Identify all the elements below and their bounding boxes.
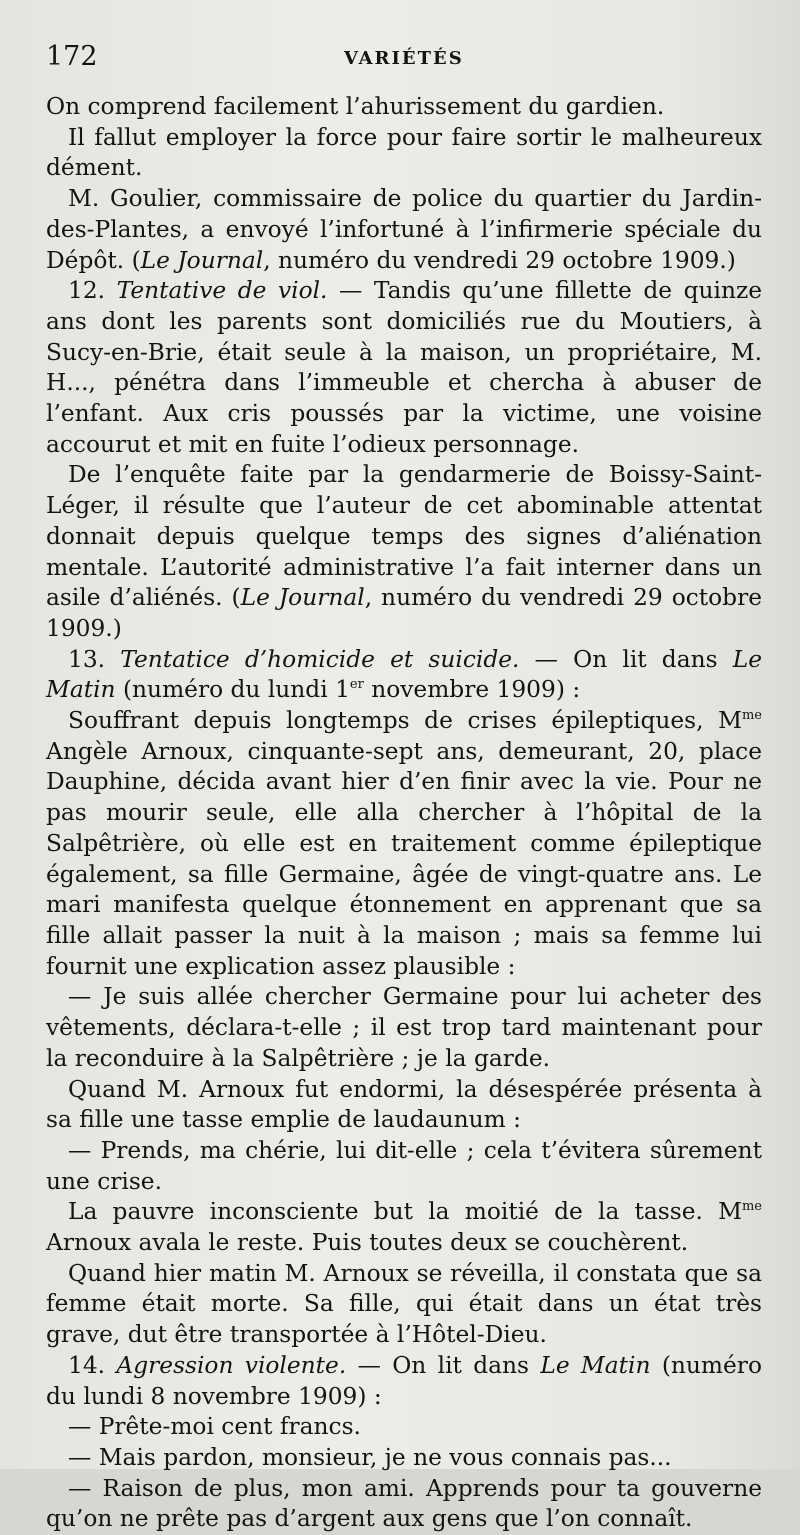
- paragraph-text: Souffrant depuis longtemps de crises épileptiques, M: [68, 707, 742, 735]
- paragraph: [46, 460, 762, 644]
- paragraph: [46, 184, 762, 276]
- page-number: 172: [46, 41, 98, 72]
- paragraph-text: M. Goulier, commissaire de police du quartier du Jardin-des-Plantes, a envoyé l’infortuné à l’infirmerie spéciale du Dépôt. (: [46, 185, 762, 274]
- paragraph: [46, 123, 762, 184]
- paragraph-text: Angèle Arnoux, cinquante-sept ans, demeurant, 20, place Dauphine, décida avant hier d’en finir avec la vie. Pour ne pas mourir seule, elle alla chercher à l’hôpital de la Salpêtrière, où elle est en traitement comme épileptique également, sa fille Germaine, âgée de vingt-quatre ans. Le mari manifesta quelque étonnement en apprenant que sa fille allait passer la nuit à la maison ; mais sa femme lui fournit une explication assez plausible :: [46, 737, 762, 980]
- paragraph-text: — On lit dans: [346, 1351, 541, 1379]
- paragraph-text: — Mais pardon, monsieur, je ne vous connais pas...: [68, 1443, 672, 1471]
- paragraph-text: — Raison de plus, mon ami. Apprends pour ta gouverne qu’on ne prête pas d’argent aux gens que l’on connaît.: [46, 1474, 762, 1533]
- paragraph-text: Il fallut employer la force pour faire sortir le malheureux dément.: [46, 123, 762, 182]
- paragraph: [46, 1443, 762, 1474]
- running-head: [46, 40, 762, 80]
- paragraph: [46, 1136, 762, 1197]
- paragraph-text: Arnoux avala le reste. Puis toutes deux se couchèrent.: [46, 1229, 689, 1257]
- paragraph-text: Quand M. Arnoux fut endormi, la désespérée présenta à sa fille une tasse emplie de laudaunum :: [46, 1075, 762, 1134]
- newspaper-title: Le Matin: [46, 645, 763, 704]
- citation-text: , numéro du vendredi 29 octobre 1909.): [46, 584, 762, 642]
- paragraph: [46, 1474, 762, 1535]
- citation-text: , numéro du vendredi 29 octobre 1909.): [263, 246, 736, 274]
- superscript: me: [741, 1199, 762, 1215]
- superscript: me: [741, 708, 762, 724]
- paragraph: [46, 92, 762, 123]
- paragraph-text: — Je suis allée chercher Germaine pour lui acheter des vêtements, déclara-t-elle ; il est trop tard maintenant pour la reconduire à la Salpêtrière ; je la garde.: [46, 983, 762, 1072]
- paragraph: [46, 1197, 762, 1258]
- paragraph-text: Quand hier matin M. Arnoux se réveilla, il constata que sa femme était morte. Sa fille, qui était dans un état très grave, dut être transportée à l’Hôtel-Dieu.: [46, 1259, 762, 1349]
- paragraph-text: On comprend facilement l’ahurissement du gardien.: [46, 93, 665, 120]
- case-number: 13.: [68, 645, 106, 673]
- case-number: 14.: [68, 1351, 106, 1379]
- case-number: 12.: [68, 277, 106, 305]
- paragraph-text: — Prête-moi cent francs.: [68, 1413, 361, 1441]
- paragraph-text: De l’enquête faite par la gendarmerie de Boissy-Saint-Léger, il résulte que l’auteur de cet abominable attentat donnait depuis quelque temps des signes d’aliénation mentale. L’autorité administrative l’a fait interner dans un asile d’aliénés. (: [46, 461, 762, 612]
- newspaper-title: Le Matin: [540, 1351, 651, 1379]
- paragraph: [46, 1075, 762, 1136]
- newspaper-title: Le Journal: [140, 246, 264, 274]
- case-entry: [46, 276, 762, 460]
- paragraph: [46, 1412, 762, 1443]
- body-text: [46, 92, 762, 1535]
- case-entry: [46, 645, 762, 706]
- superscript: er: [349, 677, 364, 693]
- paragraph-text: — Prends, ma chérie, lui dit-elle ; cela t’évitera sûrement une crise.: [46, 1136, 762, 1195]
- section-title: VARIÉTÉS: [344, 48, 464, 69]
- citation-text: (numéro du lundi 8 novembre 1909) :: [46, 1351, 762, 1410]
- newspaper-title: Le Journal: [240, 584, 365, 612]
- case-title: Tentatice d’homicide et suicide.: [120, 645, 520, 673]
- citation-text: (numéro du lundi 1: [115, 676, 350, 704]
- citation-text: novembre 1909) :: [363, 676, 581, 704]
- paragraph-text: — Tandis qu’une fillette de quinze ans dont les parents sont domiciliés rue du Moutiers, à Sucy-en-Brie, était seule à la maison, un propriétaire, M. H..., pénétra dans l’immeuble et chercha à abuser de l’enfant. Aux cris poussés par la victime, une voisine accourut et mit en fuite l’odieux personnage.: [46, 277, 763, 458]
- case-title: Agression violente.: [116, 1351, 347, 1379]
- case-entry: [46, 1351, 762, 1412]
- paragraph: [46, 1259, 762, 1351]
- case-title: Tentative de viol.: [116, 277, 328, 305]
- paragraph-text: La pauvre inconsciente but la moitié de la tasse. M: [68, 1198, 742, 1226]
- paragraph-text: — On lit dans: [519, 645, 733, 673]
- paragraph: [46, 982, 762, 1074]
- paragraph: [46, 706, 762, 982]
